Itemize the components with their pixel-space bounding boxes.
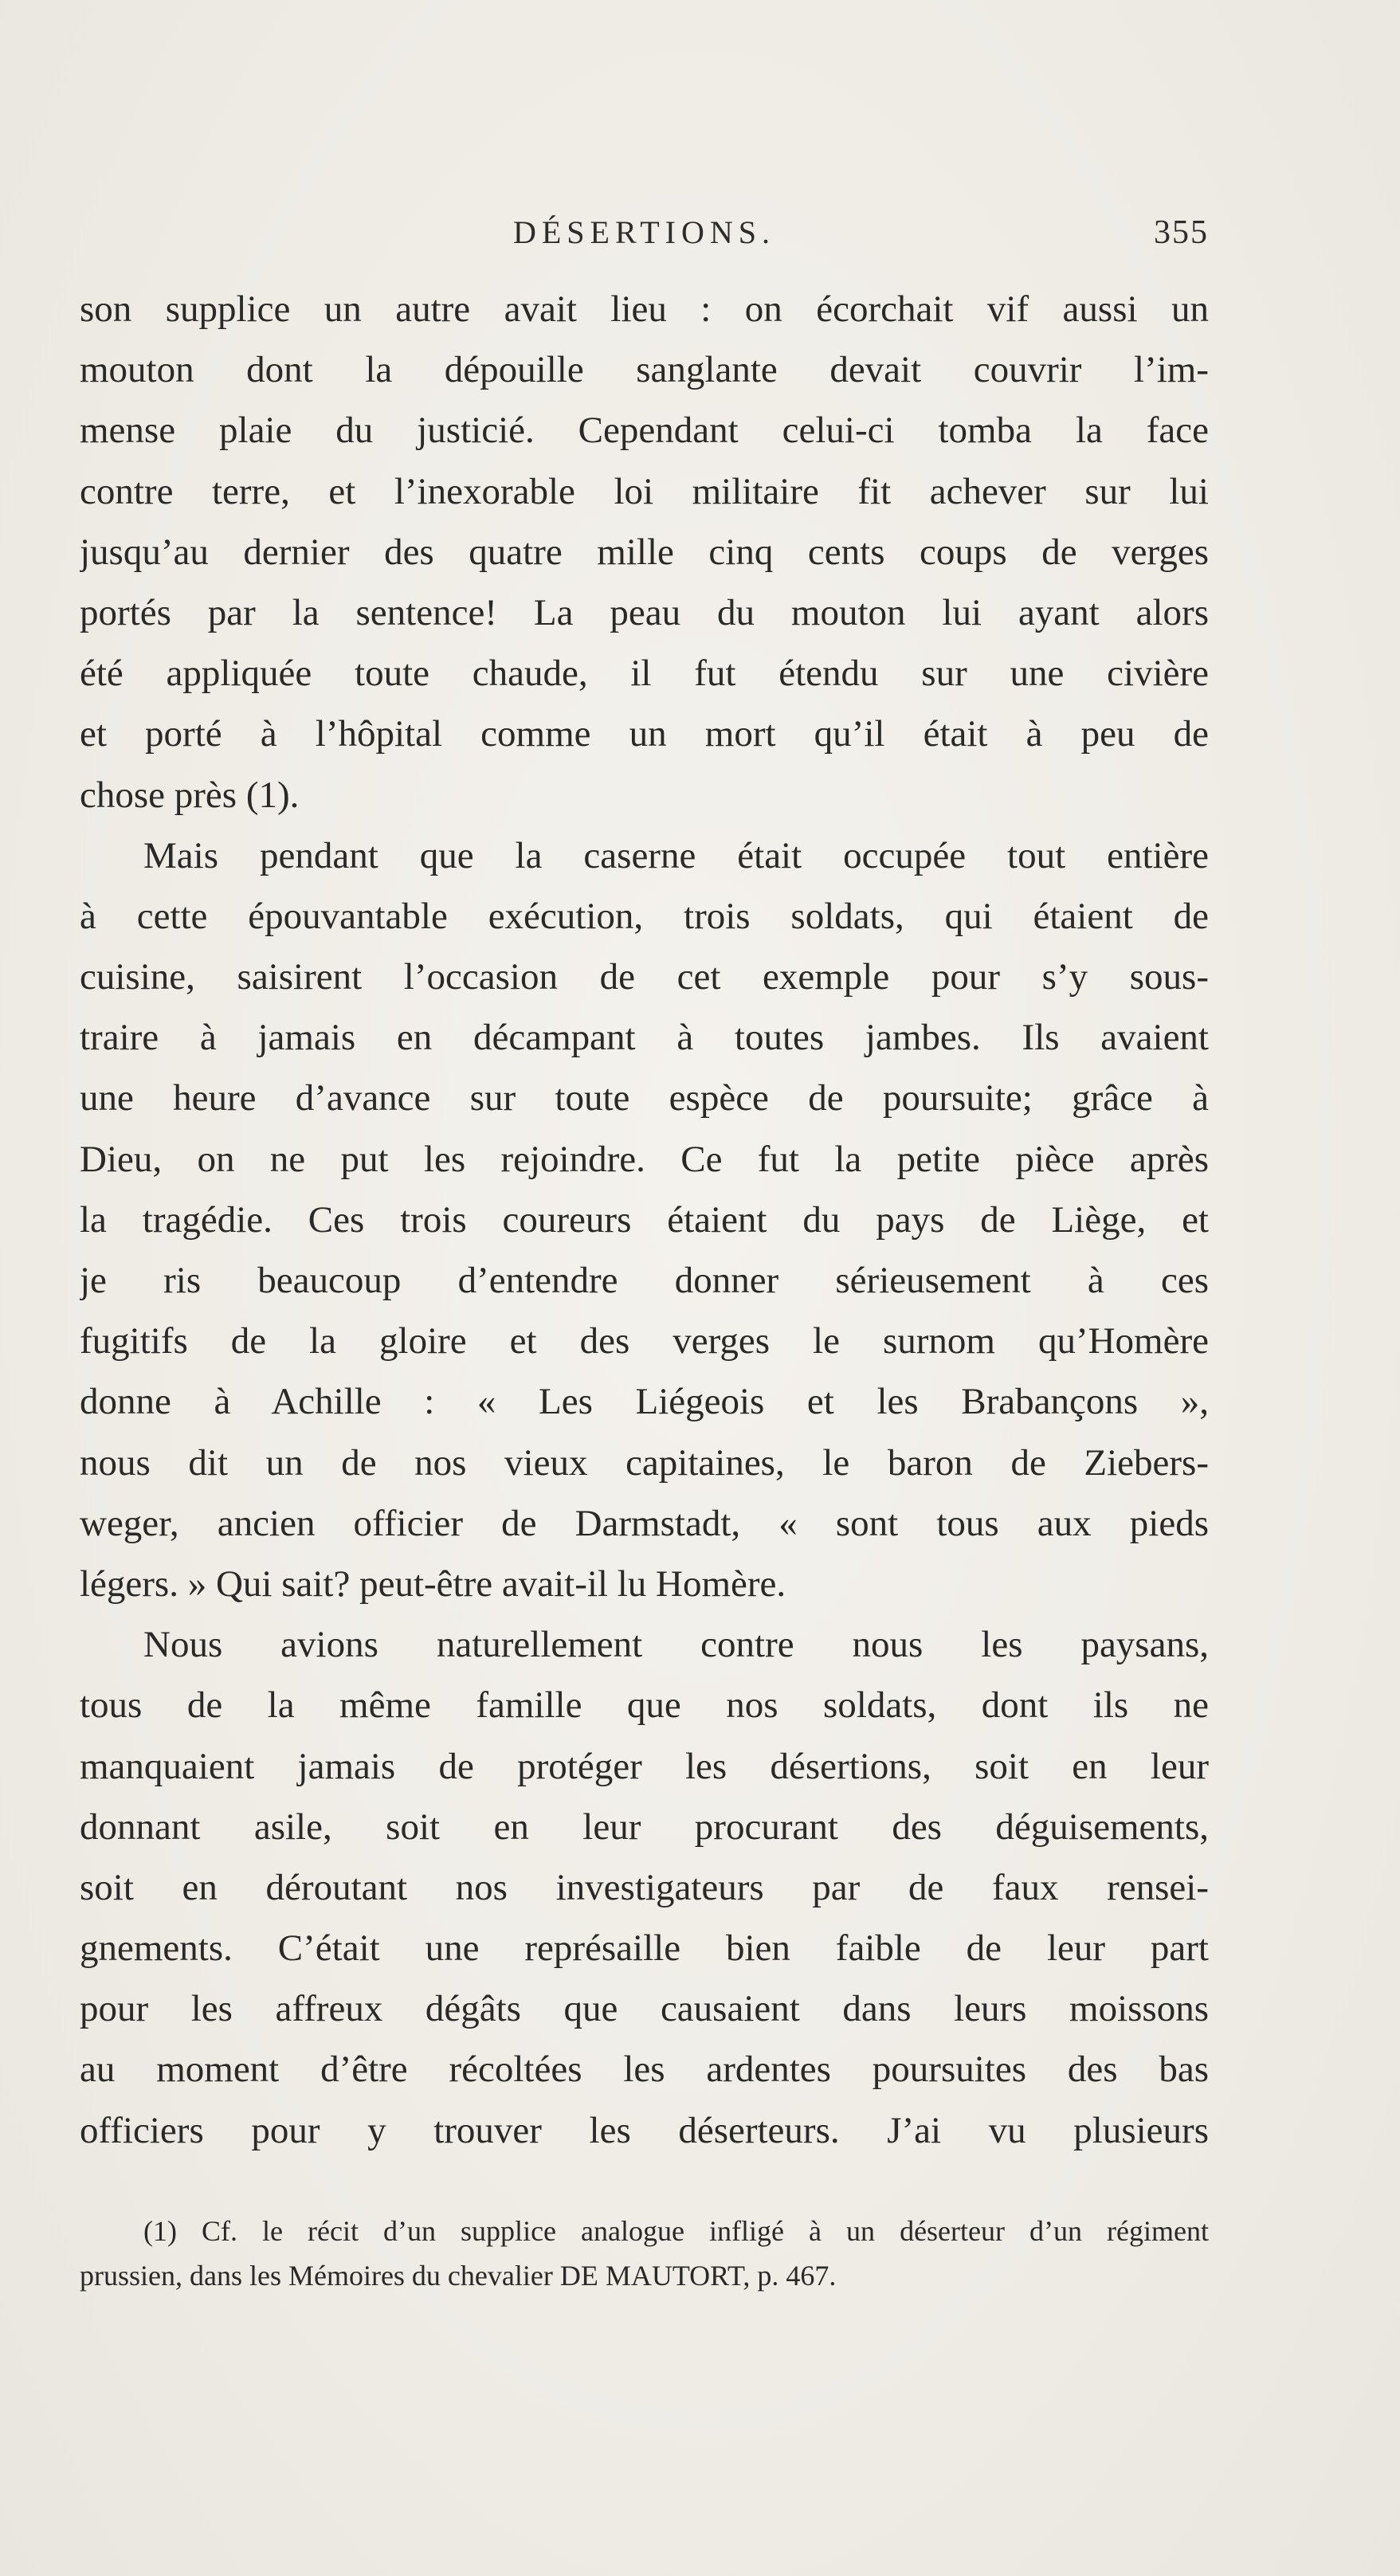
text-line: mense plaie du justicié. Cependant celui-ci tomba la face — [80, 410, 1209, 452]
text-line: traire à jamais en décampant à toutes jambes. Ils avaient — [80, 1017, 1209, 1059]
text-line: mouton dont la dépouille sanglante devait couvrir l’im- — [80, 349, 1209, 391]
page-header — [80, 214, 1209, 261]
text-line: contre terre, et l’inexorable loi militaire fit achever sur lui — [80, 470, 1209, 512]
text-line: soit en déroutant nos investigateurs par de faux rensei- — [80, 1866, 1209, 1908]
text-line: jusqu’au dernier des quatre mille cinq cents coups de verges — [80, 531, 1209, 573]
text-line: cuisine, saisirent l’occasion de cet exemple pour s’y sous- — [80, 956, 1209, 998]
text-line: donne à Achille : « Les Liégeois et les Brabançons », — [80, 1381, 1209, 1423]
text-line: la tragédie. Ces trois coureurs étaient du pays de Liège, et — [80, 1198, 1209, 1241]
text-line: au moment d’être récoltées les ardentes poursuites des bas — [80, 2049, 1209, 2091]
text-line: tous de la même famille que nos soldats, dont ils ne — [80, 1684, 1209, 1727]
paragraph-start-line: Nous avions naturellement contre nous les paysans, — [143, 1624, 1209, 1666]
text-line: pour les affreux dégâts que causaient dans leurs moissons — [80, 1988, 1209, 2030]
body-text — [80, 279, 1209, 2161]
paragraph-start-line: Mais pendant que la caserne était occupée tout entière — [143, 834, 1209, 876]
footnote-line: prussien, dans les Mémoires du chevalier DE MAUTORT, p. 467. — [80, 2260, 837, 2292]
text-line: manquaient jamais de protéger les désertions, soit en leur — [80, 1745, 1209, 1787]
text-line: donnant asile, soit en leur procurant des déguisements, — [80, 1806, 1209, 1848]
text-line: portés par la sentence! La peau du mouton lui ayant alors — [80, 591, 1209, 633]
footnote-line: (1) Cf. le récit d’un supplice analogue infligé à un déserteur d’un régiment — [143, 2215, 1209, 2247]
text-line: gnements. C’était une représaille bien faible de leur part — [80, 1927, 1209, 1970]
text-line: officiers pour y trouver les déserteurs. J’ai vu plusieurs — [80, 2109, 1209, 2151]
running-head: DÉSERTIONS. — [512, 214, 776, 250]
footnotes — [80, 2209, 1209, 2298]
text-line: une heure d’avance sur toute espèce de poursuite; grâce à — [80, 1077, 1209, 1119]
text-line: et porté à l’hôpital comme un mort qu’il était à peu de — [80, 713, 1209, 755]
text-line: été appliquée toute chaude, il fut étendu sur une civière — [80, 653, 1209, 695]
text-line: je ris beaucoup d’entendre donner sérieusement à ces — [80, 1260, 1209, 1301]
text-line: chose près (1). — [80, 774, 300, 816]
text-line: nous dit un de nos vieux capitaines, le baron de Ziebers- — [80, 1441, 1209, 1484]
text-line: son supplice un autre avait lieu : on écorchait vif aussi un — [80, 288, 1209, 330]
text-line: weger, ancien officier de Darmstadt, « sont tous aux pieds — [80, 1502, 1209, 1544]
text-line: fugitifs de la gloire et des verges le surnom qu’Homère — [80, 1320, 1209, 1362]
text-line: légers. » Qui sait? peut-être avait-il lu Homère. — [80, 1562, 786, 1605]
text-line: à cette épouvantable exécution, trois soldats, qui étaient de — [80, 895, 1209, 937]
text-line: Dieu, on ne put les rejoindre. Ce fut la petite pièce après — [80, 1138, 1209, 1180]
page-number: 355 — [1154, 214, 1209, 251]
